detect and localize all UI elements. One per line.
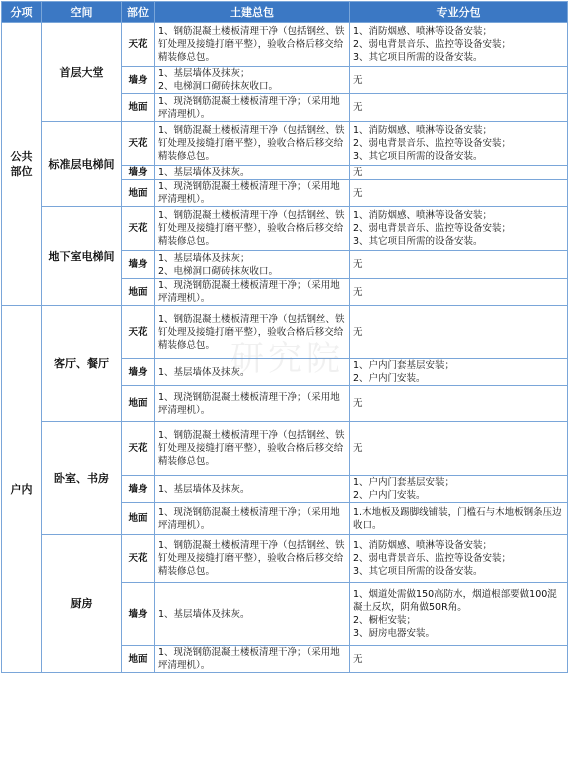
specialty-scope-cell: 无 <box>350 646 568 673</box>
header-specialty: 专业分包 <box>350 2 568 23</box>
part-cell: 天花 <box>122 306 155 359</box>
civil-scope-cell: 1、基层墙体及抹灰。 <box>155 583 350 646</box>
category-cell: 户内 <box>2 306 42 673</box>
part-cell: 墙身 <box>122 476 155 503</box>
part-cell: 天花 <box>122 535 155 583</box>
space-cell: 卧室、书房 <box>42 422 122 535</box>
part-cell: 墙身 <box>122 166 155 180</box>
civil-scope-cell: 1、现浇钢筋混凝土楼板清理干净；（采用地坪清理机）。 <box>155 180 350 207</box>
specialty-scope-cell: 无 <box>350 94 568 122</box>
civil-scope-cell: 1、现浇钢筋混凝土楼板清理干净；（采用地坪清理机）。 <box>155 386 350 422</box>
table-row <box>2 207 568 251</box>
civil-scope-cell: 1、基层墙体及抹灰。 <box>155 359 350 386</box>
civil-scope-cell: 1、基层墙体及抹灰。 <box>155 166 350 180</box>
specialty-scope-cell: 1.木地板及踢脚线铺装，门槛石与木地板钢条压边收口。 <box>350 503 568 535</box>
header-space: 空间 <box>42 2 122 23</box>
table-row <box>2 23 568 67</box>
part-cell: 地面 <box>122 503 155 535</box>
space-cell: 地下室电梯间 <box>42 207 122 306</box>
header-category: 分项 <box>2 2 42 23</box>
part-cell: 墙身 <box>122 251 155 279</box>
specialty-scope-cell: 1、消防烟感、喷淋等设备安装； 2、弱电背景音乐、监控等设备安装； 3、其它项目所需的设备安装。 <box>350 122 568 166</box>
header-civil: 土建总包 <box>155 2 350 23</box>
space-cell: 厨房 <box>42 535 122 673</box>
table-row <box>2 122 568 166</box>
space-cell: 标准层电梯间 <box>42 122 122 207</box>
specialty-scope-cell: 1、消防烟感、喷淋等设备安装； 2、弱电背景音乐、监控等设备安装； 3、其它项目所需的设备安装。 <box>350 535 568 583</box>
specialty-scope-cell: 无 <box>350 306 568 359</box>
table-row <box>2 422 568 476</box>
civil-scope-cell: 1、钢筋混凝土楼板清理干净（包括钢丝、铁钉处理及接缝打磨平整），验收合格后移交给精装修总包。 <box>155 306 350 359</box>
civil-scope-cell: 1、钢筋混凝土楼板清理干净（包括钢丝、铁钉处理及接缝打磨平整），验收合格后移交给精装修总包。 <box>155 207 350 251</box>
specialty-scope-cell: 1、消防烟感、喷淋等设备安装； 2、弱电背景音乐、监控等设备安装； 3、其它项目所需的设备安装。 <box>350 207 568 251</box>
table-row <box>2 535 568 583</box>
specialty-scope-cell: 1、户内门套基层安装； 2、户内门安装。 <box>350 359 568 386</box>
civil-scope-cell: 1、基层墙体及抹灰； 2、电梯洞口砌砖抹灰收口。 <box>155 251 350 279</box>
space-cell: 客厅、餐厅 <box>42 306 122 422</box>
specialty-scope-cell: 1、烟道处需做150高防水，烟道根部要做100混凝土反坎，阴角做50R角。 2、橱柜安装； 3、厨房电器安装。 <box>350 583 568 646</box>
table-body <box>2 23 568 673</box>
part-cell: 墙身 <box>122 359 155 386</box>
civil-scope-cell: 1、钢筋混凝土楼板清理干净（包括钢丝、铁钉处理及接缝打磨平整），验收合格后移交给精装修总包。 <box>155 422 350 476</box>
part-cell: 墙身 <box>122 67 155 94</box>
part-cell: 地面 <box>122 94 155 122</box>
civil-scope-cell: 1、现浇钢筋混凝土楼板清理干净；（采用地坪清理机）。 <box>155 279 350 306</box>
specialty-scope-cell: 无 <box>350 386 568 422</box>
table-row <box>2 306 568 359</box>
civil-scope-cell: 1、现浇钢筋混凝土楼板清理干净；（采用地坪清理机）。 <box>155 646 350 673</box>
specialty-scope-cell: 无 <box>350 251 568 279</box>
civil-scope-cell: 1、钢筋混凝土楼板清理干净（包括钢丝、铁钉处理及接缝打磨平整），验收合格后移交给精装修总包。 <box>155 122 350 166</box>
part-cell: 地面 <box>122 180 155 207</box>
part-cell: 地面 <box>122 279 155 306</box>
civil-scope-cell: 1、钢筋混凝土楼板清理干净（包括钢丝、铁钉处理及接缝打磨平整），验收合格后移交给精装修总包。 <box>155 535 350 583</box>
part-cell: 天花 <box>122 422 155 476</box>
civil-scope-cell: 1、现浇钢筋混凝土楼板清理干净；（采用地坪清理机）。 <box>155 94 350 122</box>
specialty-scope-cell: 无 <box>350 67 568 94</box>
civil-scope-cell: 1、基层墙体及抹灰； 2、电梯洞口砌砖抹灰收口。 <box>155 67 350 94</box>
civil-scope-cell: 1、基层墙体及抹灰。 <box>155 476 350 503</box>
specialty-scope-cell: 无 <box>350 422 568 476</box>
part-cell: 天花 <box>122 122 155 166</box>
part-cell: 地面 <box>122 646 155 673</box>
part-cell: 墙身 <box>122 583 155 646</box>
civil-scope-cell: 1、现浇钢筋混凝土楼板清理干净；（采用地坪清理机）。 <box>155 503 350 535</box>
part-cell: 地面 <box>122 386 155 422</box>
document-page <box>0 1 568 771</box>
specialty-scope-cell: 1、消防烟感、喷淋等设备安装； 2、弱电背景音乐、监控等设备安装； 3、其它项目所需的设备安装。 <box>350 23 568 67</box>
civil-scope-cell: 1、钢筋混凝土楼板清理干净（包括钢丝、铁钉处理及接缝打磨平整），验收合格后移交给精装修总包。 <box>155 23 350 67</box>
part-cell: 天花 <box>122 23 155 67</box>
specialty-scope-cell: 1、户内门套基层安装； 2、户内门安装。 <box>350 476 568 503</box>
category-cell: 公共 部位 <box>2 23 42 306</box>
space-cell: 首层大堂 <box>42 23 122 122</box>
part-cell: 天花 <box>122 207 155 251</box>
specialty-scope-cell: 无 <box>350 166 568 180</box>
watermark-text: 研究院 <box>230 339 344 379</box>
specialty-scope-cell: 无 <box>350 180 568 207</box>
header-part: 部位 <box>122 2 155 23</box>
division-of-work-table <box>1 1 568 673</box>
specialty-scope-cell: 无 <box>350 279 568 306</box>
table-header-row <box>2 2 568 23</box>
